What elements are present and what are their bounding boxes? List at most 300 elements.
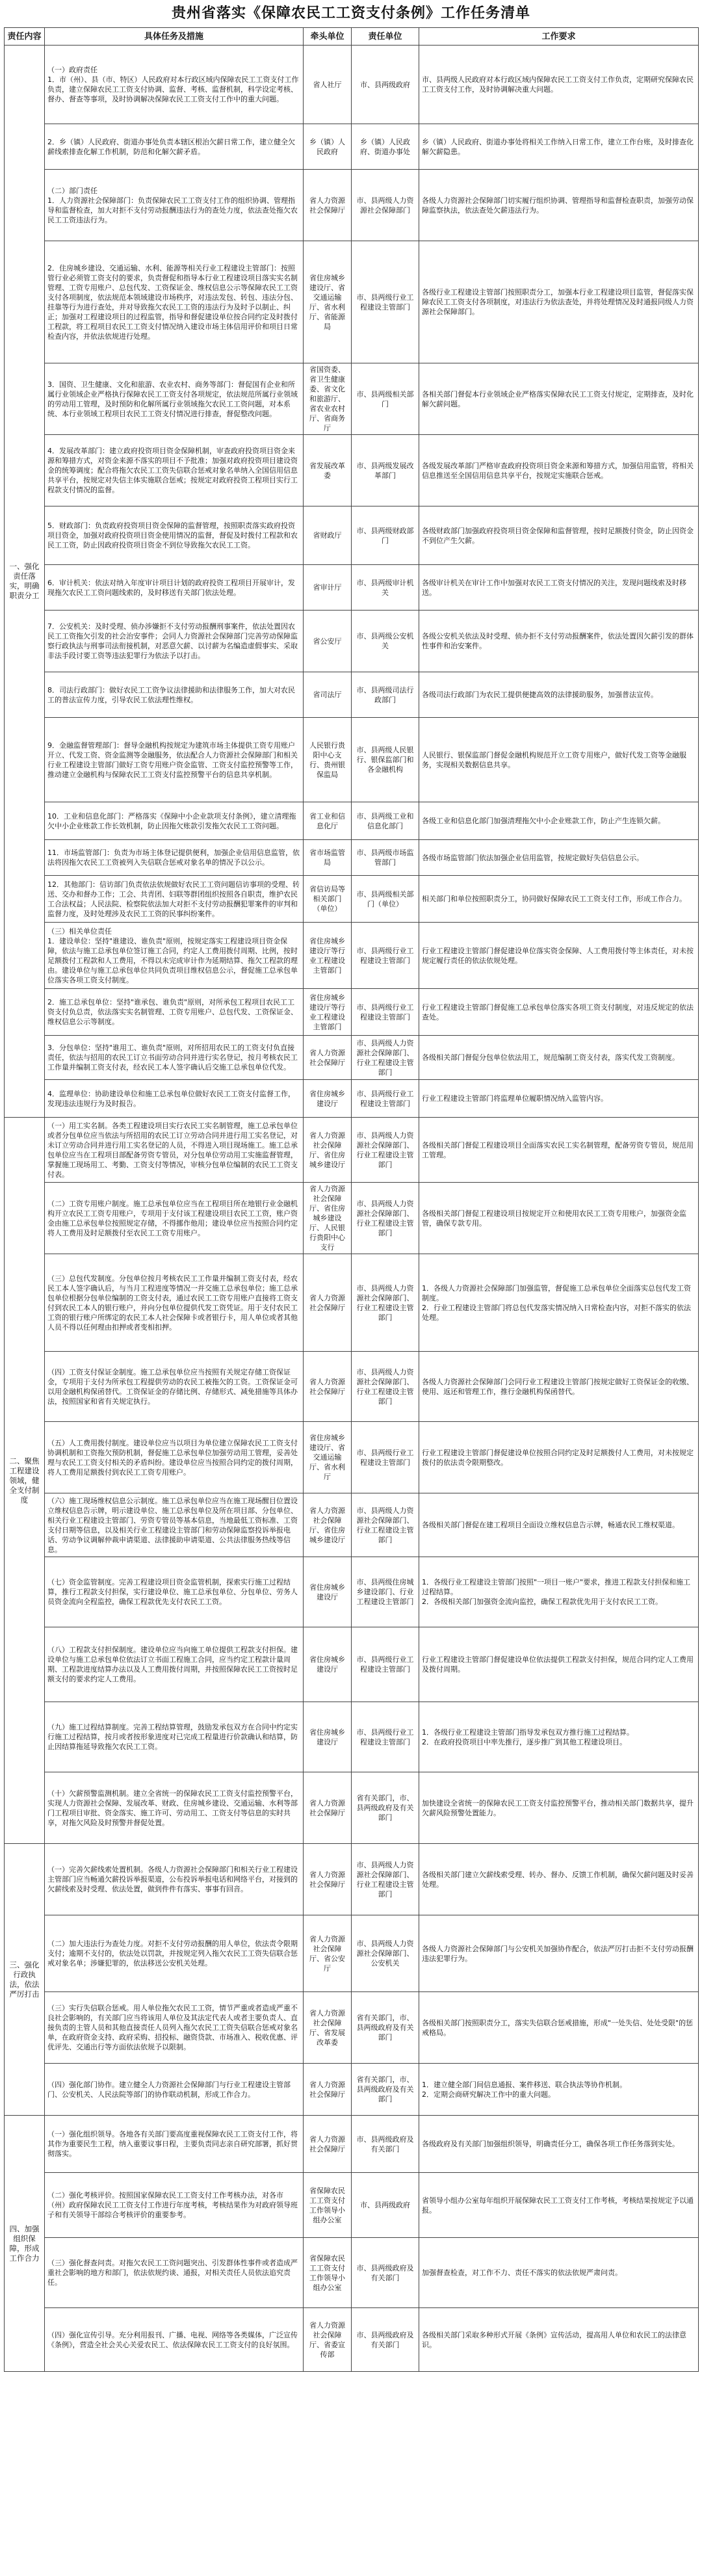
task-cell xyxy=(45,1915,304,1992)
responsible-unit-cell-text: 市、县两级审计机关 xyxy=(356,578,414,597)
requirement-cell-text: 行业工程建设主管部门督促建设单位依法提供工程款支付担保，规范合同约定人工费用及拨付周期。 xyxy=(422,1655,694,1674)
lead-unit-cell xyxy=(304,672,352,718)
requirement-cell-text: 各级市场监管部门依法加强企业信用监管，按规定做好失信信息公示。 xyxy=(422,853,644,862)
header-requirement: 工作要求 xyxy=(419,28,699,46)
task-cell xyxy=(45,672,304,718)
table-row xyxy=(5,1118,699,1183)
lead-unit-cell-text: 省财政厅 xyxy=(313,531,342,540)
task-cell-text: （一）用工实名制。各类工程建设项目实行农民工实名制管理，施工总承包单位或者分包单位应当依法与所招用的农民工订立劳动合同并进行用工实名登记，对未订立劳动合同并进行用工实名登记的人员，不得进入项目现场施工。施工总承包单位应当在工程项目部配备劳资专管员，对分包单位劳动用工实施监督管理，掌握施工现场用工、考勤、工资支付等情况，审核分包单位编制的农民工工资支付表。 xyxy=(47,1121,298,1179)
task-cell xyxy=(45,1183,304,1254)
table-row xyxy=(5,923,699,989)
requirement-cell-text: 各级相关部门督促在建工程项目全面设立维权信息告示牌，畅通农民工维权渠道。 xyxy=(422,1521,679,1529)
responsible-unit-cell xyxy=(352,46,419,124)
lead-unit-cell-text: 省人力资源社会保障厅 xyxy=(309,1293,345,1312)
requirement-cell xyxy=(419,876,699,923)
task-cell xyxy=(45,611,304,672)
responsible-unit-cell-text: 乡（镇）人民政府、街道办事处 xyxy=(360,137,410,156)
requirement-cell xyxy=(419,2116,699,2173)
requirement-cell xyxy=(419,565,699,611)
category-cell: 一、强化责任落实，明确职责分工 xyxy=(5,46,45,1118)
requirement-cell-text: 行业工程建设主管部门督促建设单位落实资金保障、人工费用拨付等主体责任，对未按规定履行责任的依法依规处理。 xyxy=(422,946,694,965)
table-row xyxy=(5,2116,699,2173)
task-cell-text: 6．审计机关：依法对纳入年度审计项目计划的政府投资工程项目开展审计，发现拖欠农民工工资问题线索的，及时移送有关部门依法处理。 xyxy=(47,578,295,597)
lead-unit-cell-text: 省住房城乡建设厅 xyxy=(309,1583,345,1601)
requirement-cell xyxy=(419,2308,699,2372)
lead-unit-cell-text: 省住房城乡建设厅等行业工程建设主管部门 xyxy=(309,993,345,1031)
task-cell xyxy=(45,435,304,506)
requirement-cell-text: 行业工程建设主管部门督促施工总承包单位落实各项工资支付制度，对违反规定的依法查处。 xyxy=(422,1003,694,1021)
responsible-unit-cell-text: 市、县两级人力资源社会保障部门 xyxy=(356,196,414,215)
responsible-unit-cell xyxy=(352,2238,419,2308)
requirement-cell-text: 各级相关部门按照职责分工，落实失信联合惩戒措施，形成"一处失信、处处受限"的惩戒格局。 xyxy=(422,2018,694,2037)
responsible-unit-cell-text: 市、县两级市场监管部门 xyxy=(356,848,414,867)
task-cell-text: 9．金融监督管理部门：督导金融机构按规定为建筑市场主体提供工资专用账户开立、代发工资、资金监测等金融服务，依法配合人力资源社会保障部门和相关行业工程建设主管部门做好工资专用账户资金监管、工资支付监控预警等工作，推动建立金融机构与保障农民工工资支付监控预警平台的信息共享机制。 xyxy=(47,741,298,779)
lead-unit-cell-text: 省住房城乡建设厅 xyxy=(309,1089,345,1108)
lead-unit-cell-text: 省审计厅 xyxy=(313,583,342,592)
requirement-cell-text: 行业工程建设主管部门将监理单位履职情况纳入监管内容。 xyxy=(422,1094,608,1103)
requirement-cell xyxy=(419,241,699,363)
responsible-unit-cell xyxy=(352,802,419,840)
responsible-unit-cell xyxy=(352,1493,419,1557)
requirement-cell xyxy=(419,1118,699,1183)
task-cell xyxy=(45,2173,304,2238)
lead-unit-cell xyxy=(304,435,352,506)
task-cell xyxy=(45,989,304,1036)
responsible-unit-cell xyxy=(352,876,419,923)
responsible-unit-cell-text: 市、县两级发展改革部门 xyxy=(356,461,414,480)
requirement-cell xyxy=(419,1036,699,1080)
requirement-cell-text: 各级人力资源社会保障部门与公安机关加强协作配合，依法严厉打击拒不支付劳动报酬违法犯罪行为。 xyxy=(422,1944,694,1963)
task-cell xyxy=(45,1844,304,1915)
responsible-unit-cell xyxy=(352,2173,419,2238)
task-cell xyxy=(45,1772,304,1844)
task-cell-text: （十）欠薪预警监测机制。建立全省统一的保障农民工工资支付监控预警平台，实现人力资源社会保障、发展改革、财政、住房城乡建设、交通运输、水利等部门工程项目审批、资金落实、施工许可、劳动用工、工资支付等信息的实时共享，对拖欠风险及时预警并督促处置。 xyxy=(47,1789,298,1827)
responsible-unit-cell-text: 市、县两级政府 xyxy=(360,80,410,89)
lead-unit-cell-text: 省市场监管局 xyxy=(309,848,345,867)
task-cell xyxy=(45,124,304,170)
lead-unit-cell-text: 省发展改革委 xyxy=(309,461,345,480)
lead-unit-cell-text: 省人力资源社会保障厅 xyxy=(309,1048,345,1067)
requirement-cell-text: 省领导小组办公室每年组织开展保障农民工工资支付工作考核，考核结果按规定予以通报。 xyxy=(422,2196,694,2215)
responsible-unit-cell-text: 市、县两级人力资源社会保障部门、行业工程建设主管部门 xyxy=(356,1283,414,1322)
task-cell xyxy=(45,1493,304,1557)
responsible-unit-cell xyxy=(352,840,419,876)
responsible-unit-cell-text: 市、县两级人力资源社会保障部门、行业工程建设主管部门 xyxy=(356,1038,414,1077)
responsible-unit-cell-text: 市、县两级人力资源社会保障部门、行业工程建设主管部门 xyxy=(356,1367,414,1406)
table-row xyxy=(5,876,699,923)
table-row xyxy=(5,1036,699,1080)
table-row xyxy=(5,989,699,1036)
requirement-cell-text: 行业工程建设主管部门督促建设单位按照合同约定及时足额拨付人工费用，对未按规定拨付的依法责令限期整改。 xyxy=(422,1448,694,1467)
lead-unit-cell xyxy=(304,876,352,923)
table-row xyxy=(5,506,699,565)
requirement-cell xyxy=(419,1254,699,1352)
requirement-cell xyxy=(419,363,699,435)
responsible-unit-cell-text: 市、县两级行业工程建设主管部门 xyxy=(356,1448,414,1467)
responsible-unit-cell xyxy=(352,363,419,435)
requirement-cell-text: 各级财政部门加强政府投资项目资金保障和监督管理，按时足额拨付资金，防止因资金不到位产生欠薪。 xyxy=(422,526,694,545)
task-cell-text: （四）强化宣传引导。充分利用报刊、广播、电视、网络等各类媒体，广泛宣传《条例》，营造全社会关心关爱农民工、依法保障农民工工资支付的良好氛围。 xyxy=(47,2330,298,2349)
lead-unit-cell xyxy=(304,241,352,363)
task-cell xyxy=(45,46,304,124)
task-cell-text: （二）加大违法行为查处力度。对拒不支付劳动报酬的用人单位，依法责令限期支付；逾期不支付的，依法处以罚款，并按规定列入拖欠农民工工资失信联合惩戒对象名单；涉嫌犯罪的，依法移送公安机关处理。 xyxy=(47,1939,298,1967)
task-cell-text: （五）人工费用拨付制度。建设单位应当以项目为单位建立保障农民工工资支付协调机制和工资拖欠预防机制，督促施工总承包单位加强劳动用工管理，妥善处理与农民工工资支付相关的矛盾纠纷。建设单位应当按照合同约定的拨付周期，将人工费用足额拨付到农民工工资专用账户。 xyxy=(47,1438,298,1477)
requirement-cell-text: 各级相关部门采取多种形式开展《条例》宣传活动，提高用人单位和农民工的法律意识。 xyxy=(422,2330,686,2349)
requirement-cell xyxy=(419,2064,699,2116)
responsible-unit-cell-text: 市、县两级人力资源社会保障部门、公安机关 xyxy=(356,1939,414,1967)
task-cell xyxy=(45,802,304,840)
requirement-cell xyxy=(419,923,699,989)
lead-unit-cell-text: 省公安厅 xyxy=(313,637,342,646)
lead-unit-cell xyxy=(304,1080,352,1118)
table-row xyxy=(5,1915,699,1992)
table-row xyxy=(5,363,699,435)
responsible-unit-cell-text: 市、县两级人力资源社会保障部门、行业工程建设主管部门 xyxy=(356,1860,414,1899)
task-cell-text: 3．分包单位：坚持"谁用工、谁负责"原则，对所招用农民工的工资支付负直接责任，依法与招用的农民工订立书面劳动合同并进行实名登记，按月考核农民工工作量并编制工资支付表，经农民工本人签字确认后交施工总承包单位代发。 xyxy=(47,1044,298,1071)
requirement-cell-text: 1．各级行业工程建设主管部门按照"一项目一账户"要求，推进工程款支付担保和施工过程结算。 2．各级相关部门加强资金流向监控，确保工程款优先用于支付农民工工资。 xyxy=(422,1578,691,1606)
table-row xyxy=(5,124,699,170)
responsible-unit-cell-text: 省有关部门，市、县两级政府及有关部门 xyxy=(356,2014,414,2042)
task-cell-text: （二）部门责任 1．人力资源社会保障部门：负责保障农民工工资支付工作的组织协调、管理指导和监督检查，加大对拒不支付劳动报酬违法行为的查处力度，依法查处拖欠农民工工资违法行为。 xyxy=(47,186,298,224)
task-cell xyxy=(45,923,304,989)
lead-unit-cell-text: 省住房城乡建设厅 xyxy=(309,1655,345,1674)
responsible-unit-cell xyxy=(352,1080,419,1118)
responsible-unit-cell-text: 市、县两级行业工程建设主管部门 xyxy=(356,1655,414,1674)
task-cell-text: 8．司法行政部门：做好农民工工资争议法律援助和法律服务工作，加大对农民工的普法宣传力度，引导农民工依法理性维权。 xyxy=(47,685,295,704)
requirement-cell xyxy=(419,802,699,840)
responsible-unit-cell-text: 市、县两级政府及有关部门 xyxy=(356,2135,414,2153)
lead-unit-cell xyxy=(304,1557,352,1627)
task-cell-text: 5．财政部门：负责政府投资项目资金保障的监督管理，按照职责落实政府投资项目资金，加强对政府投资项目资金使用情况的监督，督促及时拨付工程款和农民工工资，防止因政府投资项目资金不到位导致拖欠农民工工资。 xyxy=(47,521,298,549)
responsible-unit-cell-text: 市、县两级相关部门（单位） xyxy=(356,889,414,908)
requirement-cell-text: 加快建设全省统一的保障农民工工资支付监控预警平台，推动相关部门数据共享，提升欠薪风险预警处置能力。 xyxy=(422,1798,694,1817)
lead-unit-cell-text: 省保障农民工工资支付工作领导小组办公室 xyxy=(309,2254,345,2292)
lead-unit-cell xyxy=(304,2116,352,2173)
requirement-cell-text: 各级相关部门建立欠薪线索受理、转办、督办、反馈工作机制，确保欠薪问题及时妥善处理。 xyxy=(422,1870,694,1889)
lead-unit-cell xyxy=(304,506,352,565)
requirement-cell xyxy=(419,718,699,802)
requirement-cell xyxy=(419,1844,699,1915)
table-row xyxy=(5,170,699,241)
table-row xyxy=(5,1992,699,2064)
task-cell-text: 12．其他部门：信访部门负责依法依规做好农民工工资问题信访事项的受理、转送、交办和督办工作；工会、共青团、妇联等群团组织按照各自职责，维护农民工合法权益；人民法院、检察院依法加大对拒不支付劳动报酬犯罪案件的审判和监督力度，及时处理涉及农民工工资的民事纠纷案件。 xyxy=(47,880,300,918)
responsible-unit-cell-text: 市、县两级行业工程建设主管部门 xyxy=(356,946,414,965)
table-row xyxy=(5,1080,699,1118)
task-cell xyxy=(45,506,304,565)
task-cell-text: 4．发展改革部门：建立政府投资项目资金保障机制，审查政府投资项目资金来源和筹措方式，对资金来源不落实的项目不予批准；加强对政府投资项目建设资金的统筹调度；配合将拖欠农民工工资失信联合惩戒对象名单纳入全国信用信息共享平台，按规定对失信主体实施联合惩戒；按规定对政府投资工程项目实行工程款支付情况的监督。 xyxy=(47,447,298,494)
table-row xyxy=(5,1183,699,1254)
lead-unit-cell xyxy=(304,1254,352,1352)
requirement-cell-text: 1．建立健全部门间信息通报、案件移送、联合执法等协作机制。 2．定期会商研究解决工作中的重大问题。 xyxy=(422,2080,627,2099)
responsible-unit-cell xyxy=(352,170,419,241)
task-cell-text: 7．公安机关：及时受理、侦办涉嫌拒不支付劳动报酬刑事案件，依法处置因农民工工资拖欠引发的社会治安事件；会同人力资源社会保障部门完善劳动保障监察行政执法与刑事司法衔接机制，对恶意欠薪、以讨薪为名编造虚假事实、采取非法手段讨要工资等违法犯罪行为依法予以打击。 xyxy=(47,622,298,660)
lead-unit-cell-text: 乡（镇）人民政府 xyxy=(309,137,345,156)
table-row xyxy=(5,611,699,672)
table-row xyxy=(5,2173,699,2238)
category-cell: 二、聚焦工程建设领域，健全支付制度 xyxy=(5,1118,45,1844)
lead-unit-cell-text: 省人力资源社会保障厅、省住房城乡建设厅 xyxy=(309,1506,345,1544)
requirement-cell-text: 各级相关部门督促工程建设项目按规定开立和使用农民工工资专用账户，加强资金监管，确保专款专用。 xyxy=(422,1209,686,1228)
task-cell-text: （一）政府责任 1．市（州）、县（市、特区）人民政府对本行政区域内保障农民工工资支付工作负责，建立保障农民工工资支付协调、监督、考核、监督机制，科学设定考核、督办、督查等事项，及时协调解决保障农民工工资支付工作中的重大问题。 xyxy=(47,66,299,103)
responsible-unit-cell xyxy=(352,1557,419,1627)
lead-unit-cell xyxy=(304,124,352,170)
lead-unit-cell-text: 省国资委、省卫生健康委、省文化和旅游厅、省农业农村厅、省商务厅 xyxy=(309,365,345,432)
table-row xyxy=(5,565,699,611)
requirement-cell xyxy=(419,1080,699,1118)
requirement-cell xyxy=(419,672,699,718)
lead-unit-cell xyxy=(304,2064,352,2116)
task-table-body xyxy=(5,46,699,2372)
task-cell-text: （二）工资专用账户制度。施工总承包单位应当在工程项目所在地银行业金融机构开立农民工工资专用账户，专项用于支付该工程建设项目农民工工资，账户资金由施工总承包单位按照规定存储，不得挪作他用；建设单位应当按照合同约定将人工费用及时足额拨付至农民工工资专用账户。 xyxy=(47,1199,298,1237)
lead-unit-cell-text: 人民银行贵阳中心支行、贵州银保监局 xyxy=(309,741,345,779)
responsible-unit-cell xyxy=(352,435,419,506)
requirement-cell xyxy=(419,1183,699,1254)
task-cell xyxy=(45,2064,304,2116)
task-cell-text: （三）总包代发制度。分包单位按月考核农民工工作量并编制工资支付表，经农民工本人签字确认后，与当月工程进度等情况一并交施工总承包单位；施工总承包单位根据分包单位编制的工资支付表，通过农民工工资专用账户直接将工资支付到农民工本人的银行账户，并向分包单位提供代发工资凭证。用于支付农民工工资的银行账户所绑定的农民工本人社会保障卡或者银行卡，用人单位或者其他人员不得以任何理由扣押或者变相扣押。 xyxy=(47,1274,298,1332)
requirement-cell xyxy=(419,124,699,170)
task-cell xyxy=(45,1557,304,1627)
task-cell xyxy=(45,1992,304,2064)
task-cell xyxy=(45,1627,304,1702)
task-cell-text: 11．市场监管部门：负责为市场主体登记提供便利，加强企业信用信息监管，依法将因拖欠农民工工资被列入失信联合惩戒对象名单的情况予以公示。 xyxy=(47,848,300,867)
requirement-cell-text: 人民银行、银保监部门督促金融机构规范开立工资专用账户，做好代发工资等金融服务，实现相关数据信息共享。 xyxy=(422,750,686,769)
requirement-cell xyxy=(419,1627,699,1702)
requirement-cell xyxy=(419,1992,699,2064)
lead-unit-cell xyxy=(304,1772,352,1844)
responsible-unit-cell-text: 市、县两级人力资源社会保障部门、行业工程建设主管部门 xyxy=(356,1131,414,1169)
requirement-cell-text: 市、县两级人民政府对本行政区域内保障农民工工资支付工作负责，定期研究保障农民工工资支付工作，及时协调解决重大问题。 xyxy=(422,75,694,94)
responsible-unit-cell xyxy=(352,124,419,170)
lead-unit-cell xyxy=(304,802,352,840)
table-row xyxy=(5,1352,699,1422)
responsible-unit-cell xyxy=(352,2064,419,2116)
requirement-cell-text: 加强督查检查，对工作不力、责任不落实的依法依规严肃问责。 xyxy=(422,2268,622,2277)
responsible-unit-cell xyxy=(352,989,419,1036)
responsible-unit-cell-text: 省有关部门，市、县两级政府及有关部门 xyxy=(356,2075,414,2103)
lead-unit-cell xyxy=(304,1036,352,1080)
task-cell xyxy=(45,1702,304,1772)
lead-unit-cell xyxy=(304,1702,352,1772)
lead-unit-cell xyxy=(304,2173,352,2238)
task-cell-text: （九）施工过程结算制度。完善工程结算管理，鼓励发承包双方在合同中约定实行施工过程结算，按月或者按形象进度对已完成工程量进行价款确认和结算，防止因结算拖延导致拖欠农民工工资。 xyxy=(47,1723,298,1751)
lead-unit-cell xyxy=(304,1118,352,1183)
task-cell-text: （四）工资支付保证金制度。施工总承包单位应当按照有关规定存储工资保证金，专项用于支付为所承包工程提供劳动的农民工被拖欠的工资。工资保证金可以用金融机构保函替代。工资保证金的存储比例、存储形式、减免措施等具体办法，按照国家和省有关规定执行。 xyxy=(47,1367,298,1406)
responsible-unit-cell-text: 省有关部门，市、县两级政府及有关部门 xyxy=(356,1794,414,1822)
task-cell xyxy=(45,2116,304,2173)
task-cell-text: 10．工业和信息化部门：严格落实《保障中小企业款项支付条例》，建立清理拖欠中小企业账款工作长效机制，防止因拖欠账款引发拖欠农民工工资问题。 xyxy=(47,811,296,830)
responsible-unit-cell-text: 市、县两级人力资源社会保障部门、行业工程建设主管部门 xyxy=(356,1506,414,1544)
requirement-cell xyxy=(419,435,699,506)
table-row xyxy=(5,435,699,506)
task-cell-text: （三）相关单位责任 1．建设单位：坚持"谁建设、谁负责"原则，按规定落实工程建设项目资金保障，依法与施工总承包单位签订施工合同，约定人工费用拨付周期、比例，按时足额拨付工程款和人工费用，不得以未完成审计作为延期结算、拖欠工程款的理由。建设单位与施工总承包单位共同负责项目维权信息公示，督促施工总承包单位落实各项工资支付制度。 xyxy=(47,927,298,984)
table-row xyxy=(5,2064,699,2116)
lead-unit-cell xyxy=(304,989,352,1036)
lead-unit-cell-text: 省工业和信息化厅 xyxy=(309,811,345,830)
lead-unit-cell-text: 省人力资源社会保障厅 xyxy=(309,196,345,215)
lead-unit-cell-text: 省人力资源社会保障厅、省住房城乡建设厅 xyxy=(309,1131,345,1169)
responsible-unit-cell-text: 市、县两级政府及有关部门 xyxy=(356,2263,414,2282)
task-cell xyxy=(45,2308,304,2372)
requirement-cell xyxy=(419,1557,699,1627)
responsible-unit-cell-text: 市、县两级行业工程建设主管部门 xyxy=(356,1003,414,1021)
responsible-unit-cell xyxy=(352,1992,419,2064)
table-row xyxy=(5,2238,699,2308)
lead-unit-cell-text: 省人力资源社会保障厅 xyxy=(309,2135,345,2153)
lead-unit-cell-text: 省人力资源社会保障厅、省发展改革委 xyxy=(309,2008,345,2047)
responsible-unit-cell xyxy=(352,1915,419,1992)
task-cell xyxy=(45,718,304,802)
responsible-unit-cell-text: 市、县两级行业工程建设主管部门 xyxy=(356,293,414,311)
lead-unit-cell-text: 省人力资源社会保障厅 xyxy=(309,1870,345,1889)
task-cell xyxy=(45,2238,304,2308)
requirement-cell-text: 各级发展改革部门严格审查政府投资项目资金来源和筹措方式，加强信用监管，将相关信息推送至全国信用信息共享平台，按规定实施联合惩戒。 xyxy=(422,461,694,480)
task-cell xyxy=(45,1254,304,1352)
lead-unit-cell xyxy=(304,923,352,989)
task-cell-text: 3．国资、卫生健康、文化和旅游、农业农村、商务等部门：督促国有企业和所属行业领域企业严格执行保障农民工工资支付各项规定，依法规范所属行业领域的劳动用工管理，及时预防和化解所属行业领域拖欠农民工工资问题，对本系统、本行业领域工程项目农民工工资支付情况进行排查，督促整改问题。 xyxy=(47,380,298,418)
lead-unit-cell xyxy=(304,565,352,611)
task-cell xyxy=(45,363,304,435)
task-cell-text: （七）资金监管制度。完善工程建设项目资金监管机制，探索实行施工过程结算，推行工程款支付担保，实行建设单位、施工总承包单位、分包单位、劳务人员资金流向全程监控，确保工程款优先支付农民工工资。 xyxy=(47,1578,298,1606)
task-cell xyxy=(45,565,304,611)
lead-unit-cell-text: 省住房城乡建设厅、省交通运输厅、省水利厅 xyxy=(309,1434,345,1481)
lead-unit-cell xyxy=(304,1352,352,1422)
responsible-unit-cell xyxy=(352,611,419,672)
requirement-cell-text: 各级相关部门督促分包单位依法用工，规范编制工资支付表，落实代发工资制度。 xyxy=(422,1053,679,1062)
lead-unit-cell xyxy=(304,1915,352,1992)
lead-unit-cell-text: 省人力资源社会保障厅、省公安厅 xyxy=(309,1934,345,1973)
header-lead: 牵头单位 xyxy=(304,28,352,46)
requirement-cell-text: 各级人力资源社会保障部门会同行业工程建设主管部门按规定做好工资保证金的收缴、使用、返还和管理工作，推行金融机构保函替代。 xyxy=(422,1377,694,1396)
responsible-unit-cell-text: 市、县两级人民银行、银保监部门和各金融机构 xyxy=(356,746,414,774)
lead-unit-cell xyxy=(304,1422,352,1493)
lead-unit-cell-text: 省人力资源社会保障厅 xyxy=(309,1377,345,1396)
lead-unit-cell-text: 省信访局等相关部门（单位） xyxy=(309,885,345,913)
requirement-cell xyxy=(419,989,699,1036)
requirement-cell-text: 1．各级行业工程建设主管部门指导发承包双方推行施工过程结算。 2．在政府投资项目中率先推行，逐步推广到其他工程建设项目。 xyxy=(422,1728,634,1746)
lead-unit-cell-text: 省保障农民工工资支付工作领导小组办公室 xyxy=(309,2186,345,2224)
task-cell xyxy=(45,1422,304,1493)
task-cell xyxy=(45,1036,304,1080)
requirement-cell-text: 各相关部门督促本行业领域企业严格落实保障农民工工资支付规定，定期排查，及时化解欠薪问题。 xyxy=(422,389,694,408)
task-cell xyxy=(45,1118,304,1183)
table-row xyxy=(5,1422,699,1493)
table-row xyxy=(5,1844,699,1915)
responsible-unit-cell-text: 市、县两级住房城乡建设部门、行业工程建设主管部门 xyxy=(356,1578,414,1606)
category-cell: 四、加强组织保障，形成工作合力 xyxy=(5,2116,45,2372)
task-cell-text: （八）工程款支付担保制度。建设单位应当向施工单位提供工程款支付担保。建设单位与施工总承包单位依法订立书面工程施工合同，应当约定工程款计量周期、工程款进度结算办法以及人工费用拨付周期，并按照保障农民工工资按时足额支付的要求约定人工费用。 xyxy=(47,1646,298,1683)
requirement-cell xyxy=(419,506,699,565)
task-cell-text: 4．监理单位：协助建设单位和施工总承包单位做好农民工工资支付监督工作，发现违法违规行为及时报告。 xyxy=(47,1089,295,1108)
responsible-unit-cell-text: 市、县两级财政部门 xyxy=(356,526,414,545)
document-title: 贵州省落实《保障农民工工资支付条例》工作任务清单 xyxy=(171,5,530,21)
responsible-unit-cell xyxy=(352,1422,419,1493)
lead-unit-cell xyxy=(304,2308,352,2372)
lead-unit-cell xyxy=(304,170,352,241)
responsible-unit-cell xyxy=(352,1036,419,1080)
task-cell xyxy=(45,1352,304,1422)
responsible-unit-cell-text: 市、县两级政府及有关部门 xyxy=(356,2330,414,2349)
task-cell xyxy=(45,840,304,876)
header-task: 具体任务及措施 xyxy=(45,28,304,46)
task-cell xyxy=(45,876,304,923)
lead-unit-cell xyxy=(304,1844,352,1915)
responsible-unit-cell xyxy=(352,1627,419,1702)
lead-unit-cell-text: 省人力资源社会保障厅、省委宣传部 xyxy=(309,2320,345,2359)
lead-unit-cell xyxy=(304,718,352,802)
lead-unit-cell xyxy=(304,611,352,672)
category-cell: 三、强化行政执法，依法严厉打击 xyxy=(5,1844,45,2116)
responsible-unit-cell xyxy=(352,1772,419,1844)
requirement-cell-text: 乡（镇）人民政府、街道办事处将相关工作纳入日常工作，建立工作台账，及时排查化解欠薪隐患。 xyxy=(422,137,694,156)
requirement-cell xyxy=(419,2173,699,2238)
responsible-unit-cell xyxy=(352,2308,419,2372)
lead-unit-cell xyxy=(304,840,352,876)
responsible-unit-cell-text: 市、县两级行业工程建设主管部门 xyxy=(356,1728,414,1746)
responsible-unit-cell xyxy=(352,1254,419,1352)
task-cell xyxy=(45,1080,304,1118)
responsible-unit-cell-text: 市、县两级相关部门 xyxy=(356,389,414,408)
table-row xyxy=(5,46,699,124)
responsible-unit-cell-text: 市、县两级人力资源社会保障部门、行业工程建设主管部门 xyxy=(356,1199,414,1237)
responsible-unit-cell-text: 市、县两级公安机关 xyxy=(356,632,414,650)
table-row xyxy=(5,1493,699,1557)
task-cell-text: （二）强化考核评价。按照国家保障农民工工资支付工作考核办法，对各市（州）政府保障农民工工资支付工作进行年度考核，考核结果作为对政府领导班子和有关领导干部综合考核评价的重要参考。 xyxy=(47,2191,298,2219)
requirement-cell-text: 各级司法行政部门为农民工提供便捷高效的法律援助服务，加强普法宣传。 xyxy=(422,690,658,699)
task-cell-text: （四）强化部门协作。建立健全人力资源社会保障部门与行业工程建设主管部门、公安机关、人民法院等部门的协作联动机制，形成工作合力。 xyxy=(47,2080,291,2099)
task-cell-text: （一）完善欠薪线索处置机制。各级人力资源社会保障部门和相关行业工程建设主管部门应当畅通欠薪投诉举报渠道，公布投诉举报电话和网络平台，对接到的欠薪线索及时受理、依法处置，做到件件有落实、事事有回音。 xyxy=(47,1865,298,1893)
responsible-unit-cell xyxy=(352,565,419,611)
table-row xyxy=(5,672,699,718)
requirement-cell xyxy=(419,1352,699,1422)
requirement-cell xyxy=(419,1422,699,1493)
responsible-unit-cell xyxy=(352,1183,419,1254)
task-cell-text: 2．住房城乡建设、交通运输、水利、能源等相关行业工程建设主管部门：按照管行业必须管工资支付的要求，负责督促和指导本行业工程建设项目落实实名制管理、工资专用账户、总包代发、工资保证金、维权信息公示等保障农民工工资支付各项制度，依法规范本领域建设市场秩序，对违法发包、转包、违法分包、挂靠等行为进行查处，并对导致拖欠农民工工资的违法行为及时予以制止、纠正；加强对工程建设项目的过程监管，指导和督促建设单位按合同约定及时拨付工程款，将工程项目农民工工资支付情况纳入建设市场主体信用评价和项目日常检查内容，并依法依规进行处理。 xyxy=(47,263,298,341)
task-cell-text: 2．施工总承包单位：坚持"谁承包、谁负责"原则，对所承包工程项目农民工工资支付负总责，依法落实实名制管理、工资专用账户、总包代发、工资保证金、维权信息公示等制度。 xyxy=(47,998,298,1026)
requirement-cell xyxy=(419,2238,699,2308)
requirement-cell-text: 各级公安机关依法及时受理、侦办拒不支付劳动报酬案件，依法处置因欠薪引发的群体性事件和治安案件。 xyxy=(422,632,694,650)
requirement-cell xyxy=(419,1772,699,1844)
requirement-cell-text: 相关部门和单位按照职责分工，协同做好保障农民工工资支付工作，形成工作合力。 xyxy=(422,895,686,903)
lead-unit-cell-text: 省住房城乡建设厅、省交通运输厅、省水利厅、省能源局 xyxy=(309,273,345,331)
table-header-row xyxy=(5,28,699,46)
requirement-cell xyxy=(419,170,699,241)
task-cell-text: （三）强化督查问责。对拖欠农民工工资问题突出、引发群体性事件或者造成严重社会影响的地方和部门，依法依规约谈、通报，对相关责任人员依法追究责任。 xyxy=(47,2259,298,2287)
requirement-cell xyxy=(419,840,699,876)
responsible-unit-cell xyxy=(352,1118,419,1183)
requirement-cell-text: 1．各级人力资源社会保障部门加强监管，督促施工总承包单位全面落实总包代发工资制度。 2．行业工程建设主管部门将总包代发落实情况纳入日常检查内容，对拒不落实的依法处理。 xyxy=(422,1283,691,1322)
header-category: 责任内容 xyxy=(5,28,45,46)
task-cell-text: （六）施工现场维权信息公示制度。施工总承包单位应当在施工现场醒目位置设立维权信息告示牌，明示建设单位、施工总承包单位及所在项目部、分包单位、相关行业工程建设主管部门、劳资专管员等基本信息，当地最低工资标准、工资支付日期等信息，以及相关行业工程建设主管部门和劳动保障监察投诉举报电话、劳动争议调解仲裁申请渠道、法律援助申请渠道、公共法律服务热线等信息。 xyxy=(47,1496,298,1554)
lead-unit-cell-text: 省司法厅 xyxy=(313,690,342,699)
table-row xyxy=(5,840,699,876)
lead-unit-cell xyxy=(304,2238,352,2308)
lead-unit-cell-text: 省人力资源社会保障厅 xyxy=(309,2080,345,2099)
table-row xyxy=(5,1627,699,1702)
requirement-cell-text: 各级相关部门督促工程建设项目全面落实农民工实名制管理，配备劳资专管员，规范用工管理。 xyxy=(422,1140,694,1159)
requirement-cell xyxy=(419,1915,699,1992)
lead-unit-cell xyxy=(304,1992,352,2064)
task-cell-text: （一）强化组织领导。各地各有关部门要高度重视保障农民工工资支付工作，将其作为重要民生工程，纳入重要议事日程，主要负责同志亲自研究部署，抓好贯彻落实。 xyxy=(47,2130,298,2158)
responsible-unit-cell xyxy=(352,672,419,718)
task-cell-text: 2．乡（镇）人民政府、街道办事处负责本辖区根治欠薪日常工作，建立健全欠薪线索排查化解工作机制，防范和化解欠薪矛盾。 xyxy=(47,137,295,156)
task-cell-text: （三）实行失信联合惩戒。用人单位拖欠农民工工资，情节严重或者造成严重不良社会影响的，有关部门应当将该用人单位及其法定代表人或者主要负责人、直接负责的主管人员和其他直接责任人员列入拖欠农民工工资失信联合惩戒对象名单，在政府资金支持、政府采购、招投标、融资贷款、市场准入、税收优惠、评优评先、交通出行等方面依法依规予以限制。 xyxy=(47,2004,298,2051)
table-row xyxy=(5,2308,699,2372)
lead-unit-cell xyxy=(304,1493,352,1557)
requirement-cell-text: 各级人力资源社会保障部门切实履行组织协调、管理指导和监督检查职责，加强劳动保障监察执法，依法查处欠薪违法行为。 xyxy=(422,196,694,215)
table-row xyxy=(5,1772,699,1844)
requirement-cell-text: 各级行业工程建设主管部门按照职责分工，加强本行业工程建设项目监管，督促落实保障农民工工资支付各项制度，对违法行为依法查处，并将处理情况及时通报同级人力资源社会保障部门。 xyxy=(422,288,694,316)
table-row xyxy=(5,1254,699,1352)
